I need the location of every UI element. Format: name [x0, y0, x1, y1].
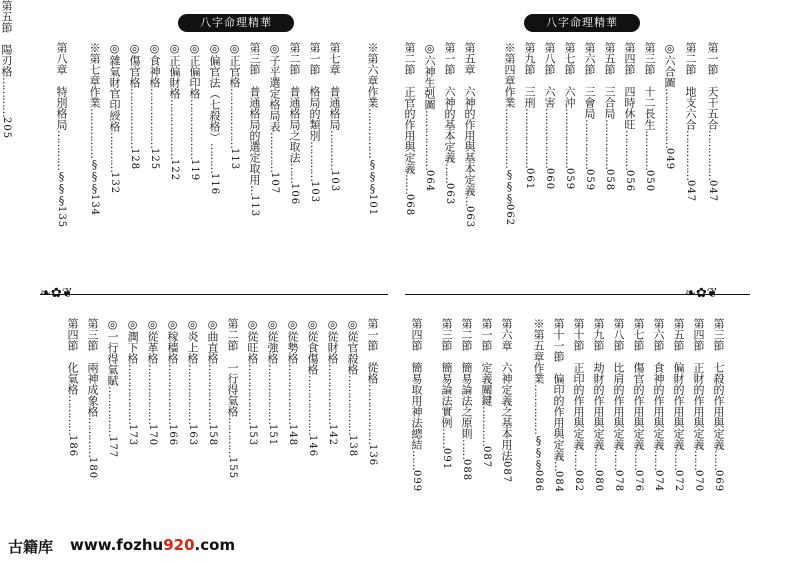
toc-leader-dots: …………	[308, 141, 321, 181]
toc-leader-dots: ………………	[266, 364, 279, 424]
toc-entry-title: ◎曲直格	[206, 318, 219, 364]
toc-entry	[88, 42, 101, 216]
toc-entry	[712, 318, 725, 492]
toc-entry-title: 第十節 正印的作用與定義	[572, 318, 585, 450]
toc-leader-dots: ……	[440, 428, 453, 448]
toc-entry	[463, 42, 476, 228]
toc-entry-title: 第五節 偏財的作用與定義	[672, 318, 685, 450]
toc-entry-title: ◎從革格	[146, 318, 159, 364]
toc-entry-title: 第五節 陽刃格	[0, 0, 13, 77]
toc-entry-title: 第八章 特別格局	[55, 42, 68, 130]
toc-entry	[684, 42, 697, 202]
watermark-footer	[0, 532, 793, 561]
toc-entry	[366, 42, 379, 216]
toc-page-number: 101	[367, 194, 378, 217]
toc-leader-dots: ………………	[126, 364, 139, 424]
toc-leader-dots: ………………	[543, 108, 556, 168]
toc-entry	[328, 42, 341, 192]
toc-entry	[652, 318, 665, 492]
toc-entry-title: 第二節 正官的作用與定義	[403, 42, 416, 174]
toc-entry-title: 第四節 正財的作用與定義	[692, 318, 705, 450]
toc-entry-title: 第二節 普通格局之取法	[288, 42, 301, 163]
publisher-logo: 八字命理精華	[178, 14, 294, 32]
toc-entry-title: 第一節 格局的類別	[308, 42, 321, 141]
toc-entry	[440, 318, 453, 470]
toc-entry-title: 第一節 六神的基本定義	[443, 42, 456, 163]
toc-entry	[128, 42, 141, 170]
toc-entry	[226, 318, 239, 479]
toc-page-number: 080	[593, 470, 604, 493]
toc-leader-dots: ………………	[146, 364, 159, 424]
toc-entry	[632, 318, 645, 492]
toc-entry	[306, 318, 319, 457]
toc-entry-title: 第一節 定義關鍵	[480, 318, 493, 406]
toc-page-number: 158	[207, 424, 218, 447]
toc-entry	[146, 318, 159, 446]
toc-entry-title: ◎食神格	[148, 42, 161, 88]
toc-leader-dots: ………………	[246, 364, 259, 424]
toc-page-number: 082	[573, 470, 584, 493]
toc-entry-title: 第八節 比肩的作用與定義	[612, 318, 625, 450]
toc-entry	[403, 42, 416, 216]
toc-page-number: 103	[309, 181, 320, 204]
toc-leader-dots: ………………	[306, 375, 319, 435]
toc-entry	[410, 318, 423, 492]
toc-entry	[126, 318, 139, 446]
toc-entry-title: 第一節 從格	[366, 318, 379, 384]
toc-entry-title: ◎從官殺格	[346, 318, 359, 375]
toc-entry-title: ◎炎上格	[186, 318, 199, 364]
toc-leader-dots: ……	[288, 163, 301, 183]
toc-page-number: 138	[347, 435, 358, 458]
toc-leader-dots: ……	[460, 439, 473, 459]
toc-leader-dots: ……………	[706, 130, 719, 180]
toc-leader-dots: …………§§§	[55, 130, 68, 206]
toc-entry	[480, 318, 493, 468]
toc-entry	[148, 42, 161, 170]
toc-page-number: 170	[147, 424, 158, 447]
toc-leader-dots: ………………	[346, 375, 359, 435]
toc-entry	[228, 42, 241, 170]
toc-entry-title: 第四節 四時休旺	[623, 42, 636, 130]
toc-leader-dots: ……………	[603, 119, 616, 169]
toc-entry	[500, 318, 513, 483]
toc-leader-dots: …………	[328, 130, 341, 170]
toc-leader-dots: ………………	[286, 364, 299, 424]
toc-page-number: 122	[169, 159, 180, 182]
toc-page-number: 063	[464, 206, 475, 229]
toc-leader-dots: ……	[403, 174, 416, 194]
toc-page-number: 064	[424, 170, 435, 193]
toc-entry-title: 第七節 六沖	[563, 42, 576, 108]
toc-page-number: 061	[524, 168, 535, 191]
toc-leader-dots: ………………	[166, 364, 179, 424]
toc-page-number: 072	[673, 470, 684, 493]
toc-leader-dots: …………	[268, 132, 281, 172]
toc-entry-title: ◎稼穡格	[166, 318, 179, 364]
toc-page-number: 103	[329, 170, 340, 193]
toc-page-number: 069	[713, 470, 724, 493]
toc-leader-dots: …………	[480, 406, 493, 446]
toc-page-number: 087	[501, 461, 512, 484]
toc-entry-title: ◎從旺格	[246, 318, 259, 364]
toc-entry	[326, 318, 339, 446]
toc-page-number: 142	[327, 424, 338, 447]
toc-entry	[266, 318, 279, 446]
site-url-prefix: www.fozhu	[70, 536, 164, 554]
toc-page-number: 177	[107, 436, 118, 459]
toc-entry-title: ◎子平選定格局表	[268, 42, 281, 132]
toc-entry-title: 第九節 劫財的作用與定義	[592, 318, 605, 450]
toc-entry	[603, 42, 616, 191]
toc-page-number: 106	[289, 183, 300, 206]
toc-entry-title: 第六章 六神定義之基本用法	[500, 318, 513, 461]
toc-entry	[423, 42, 436, 192]
toc-entry	[106, 318, 119, 458]
toc-entry	[663, 42, 676, 170]
toc-page-number: 155	[227, 457, 238, 480]
toc-entry-title: 第一節 天干五合	[706, 42, 719, 130]
toc-page-number: 151	[267, 424, 278, 447]
toc-entry	[532, 318, 545, 492]
toc-leader-dots: ………………	[663, 88, 676, 148]
publisher-logo: 八字命理精華	[524, 14, 640, 32]
toc-entry	[186, 318, 199, 446]
toc-entry-title: 第二節 地支六合	[684, 42, 697, 130]
toc-entry-title: ◎正偏印格	[188, 42, 201, 99]
toc-entry-title: 第三節 普通格局的選定取用	[248, 42, 261, 185]
toc-page-number: 186	[67, 435, 78, 458]
toc-page-number: 088	[461, 459, 472, 482]
toc-leader-dots: …	[248, 185, 261, 195]
toc-leader-dots: …………	[643, 130, 656, 170]
site-url	[70, 536, 235, 554]
toc-entry-title: 第十一節 偏印的作用與定義	[552, 318, 565, 461]
toc-entry	[86, 318, 99, 479]
toc-leader-dots: ……	[672, 450, 685, 470]
toc-page-number: 056	[624, 170, 635, 193]
toc-page-number: 180	[87, 457, 98, 480]
toc-page-number: 060	[544, 168, 555, 191]
toc-page-number: 113	[249, 195, 260, 218]
toc-entry	[66, 318, 79, 457]
toc-leader-dots: ……	[443, 163, 456, 183]
toc-entry	[583, 42, 596, 191]
toc-page-number: 047	[685, 180, 696, 203]
toc-page-number: 116	[209, 173, 220, 196]
toc-leader-dots: ………………	[326, 364, 339, 424]
toc-entry	[55, 42, 68, 228]
toc-leader-dots: ………………	[168, 99, 181, 159]
toc-entry	[168, 42, 181, 181]
toc-entry	[188, 42, 201, 181]
toc-leader-dots: ……………	[684, 130, 697, 180]
toc-entry-title: ◎偏官法（七殺格）	[208, 42, 221, 143]
toc-entry-title: 第九節 三刑	[523, 42, 536, 108]
toc-entry	[108, 42, 121, 194]
toc-entry	[288, 42, 301, 205]
toc-page-number: 091	[441, 448, 452, 471]
toc-page-number: 166	[167, 424, 178, 447]
toc-page-number: 135	[56, 206, 67, 229]
toc-page-number: 049	[664, 148, 675, 171]
toc-entry	[308, 42, 321, 203]
site-url-suffix: .com	[194, 536, 236, 554]
toc-leader-dots: ………………	[206, 364, 219, 424]
toc-entry-title: ◎正偏財格	[168, 42, 181, 99]
toc-leader-dots: …	[552, 461, 565, 471]
toc-page-number: 134	[89, 194, 100, 217]
toc-entry	[552, 318, 565, 493]
toc-entry-title: 第三節 簡易論法實例	[440, 318, 453, 428]
toc-leader-dots: ………………	[423, 110, 436, 170]
toc-page-number: 107	[269, 172, 280, 195]
toc-entry	[692, 318, 705, 492]
toc-entry-title: ◎六合圖	[663, 42, 676, 88]
toc-page-number: 136	[367, 444, 378, 467]
toc-entry-title: 第五節 三合局	[603, 42, 616, 119]
toc-page-number: 086	[533, 470, 544, 493]
toc-page-number: 099	[411, 470, 422, 493]
toc-entry-title: ◎正官格	[228, 42, 241, 88]
toc-page-number: 068	[404, 194, 415, 217]
toc-leader-dots: ……………§§§	[88, 108, 101, 194]
toc-entry	[0, 0, 13, 139]
toc-page-number: 062	[504, 204, 515, 227]
toc-leader-dots: ……	[592, 450, 605, 470]
toc-leader-dots: …………	[623, 130, 636, 170]
toc-entry-title: ◎傷官格	[128, 42, 141, 88]
toc-leader-dots: ………………	[128, 88, 141, 148]
toc-page-number: 050	[644, 170, 655, 193]
toc-page-number: 125	[149, 148, 160, 171]
toc-page-number: 074	[653, 470, 664, 493]
toc-entry	[503, 42, 516, 226]
toc-entry-title: 第七節 傷官的作用與定義	[632, 318, 645, 450]
toc-entry-title: 第三節 十二長生	[643, 42, 656, 130]
toc-page-number: 163	[187, 424, 198, 447]
toc-leader-dots: …………	[86, 417, 99, 457]
toc-page-number: 148	[287, 424, 298, 447]
toc-entry	[523, 42, 536, 190]
toc-entry	[208, 42, 221, 195]
ornament-icon: ❧✿❦	[40, 286, 73, 301]
toc-page-number: 047	[707, 180, 718, 203]
divider-rule	[40, 294, 388, 295]
toc-entry-title: 第四節 簡易取用神法總結	[410, 318, 423, 450]
toc-leader-dots: ……	[652, 450, 665, 470]
toc-entry-title: 第三節 七殺的作用與定義	[712, 318, 725, 450]
toc-entry-title: ◎潤下格	[126, 318, 139, 364]
toc-entry	[166, 318, 179, 446]
toc-leader-dots: …………	[66, 395, 79, 435]
toc-page-number: 132	[109, 172, 120, 195]
toc-entry	[366, 318, 379, 466]
toc-page-number: 146	[307, 435, 318, 458]
toc-entry	[286, 318, 299, 446]
toc-leader-dots: ………………	[148, 88, 161, 148]
site-url-number: 920	[163, 536, 195, 554]
toc-entry-title: ◎一行得氣賦	[106, 318, 119, 386]
toc-leader-dots: ……	[410, 450, 423, 470]
toc-entry-title: 第八節 六害	[543, 42, 556, 108]
toc-entry	[543, 42, 556, 190]
toc-leader-dots: ……………	[106, 386, 119, 436]
toc-page-number: 070	[693, 470, 704, 493]
toc-page-number: 084	[553, 471, 564, 494]
toc-entry-title: 第六節 三會局	[583, 42, 596, 119]
toc-entry	[706, 42, 719, 202]
toc-page-number: 153	[247, 424, 258, 447]
toc-leader-dots: ……………§§§	[532, 384, 545, 470]
toc-page-number: 059	[564, 168, 575, 191]
toc-entry-title: 第二節 一行得氣格	[226, 318, 239, 417]
toc-leader-dots: …………	[226, 417, 239, 457]
toc-leader-dots: ……	[632, 450, 645, 470]
toc-leader-dots: ………………	[563, 108, 576, 168]
toc-page-number: 058	[604, 169, 615, 192]
toc-entry	[612, 318, 625, 492]
toc-entry-title: ※第六章作業	[366, 42, 379, 108]
toc-page-number: 059	[584, 169, 595, 192]
ornament-icon: ❧✿❦	[685, 286, 718, 301]
toc-leader-dots: ………………	[188, 99, 201, 159]
toc-entry	[443, 42, 456, 205]
toc-leader-dots: ………………	[228, 88, 241, 148]
toc-leader-dots: ………………§§§	[503, 108, 516, 204]
toc-leader-dots: …	[463, 196, 476, 206]
toc-page-number: 205	[1, 117, 12, 140]
toc-leader-dots: ……………	[583, 119, 596, 169]
toc-page-number: 113	[229, 148, 240, 171]
toc-leader-dots: ……………§§§	[366, 108, 379, 194]
toc-entry-title: 第三節 兩神成象格	[86, 318, 99, 417]
toc-entry-title: ◎從食傷格	[306, 318, 319, 375]
toc-entry	[592, 318, 605, 492]
toc-leader-dots: …………	[108, 132, 121, 172]
toc-entry-title: ◎從強格	[266, 318, 279, 364]
toc-leader-dots: ……	[612, 450, 625, 470]
toc-entry	[268, 42, 281, 194]
toc-leader-dots: ………………	[523, 108, 536, 168]
toc-leader-dots: …………	[0, 77, 13, 117]
toc-entry-title: 第七章 普通格局	[328, 42, 341, 130]
toc-entry-title: ◎從財格	[326, 318, 339, 364]
toc-page-number: 087	[481, 446, 492, 469]
toc-page-number: 078	[613, 470, 624, 493]
toc-entry-title: ※第七章作業	[88, 42, 101, 108]
toc-page-number: 076	[633, 470, 644, 493]
toc-leader-dots: ……	[572, 450, 585, 470]
toc-entry-title: ◎六神生剋圖	[423, 42, 436, 110]
toc-entry-title: ※第四章作業	[503, 42, 516, 108]
toc-entry-title: 第六節 食神的作用與定義	[652, 318, 665, 450]
toc-leader-dots: ……	[712, 450, 725, 470]
toc-entry-title: 第五章 六神的作用與基本定義	[463, 42, 476, 196]
toc-entry-title: ※第五章作業	[532, 318, 545, 384]
toc-leader-dots: ………………	[366, 384, 379, 444]
toc-page-number: 128	[129, 148, 140, 171]
toc-page-number: 119	[189, 159, 200, 182]
toc-leader-dots: ………	[208, 143, 221, 173]
toc-entry	[206, 318, 219, 446]
toc-entry	[672, 318, 685, 492]
toc-entry	[563, 42, 576, 190]
toc-entry	[346, 318, 359, 457]
toc-entry	[572, 318, 585, 492]
toc-entry	[246, 318, 259, 446]
toc-entry-title: 第四節 化氣格	[66, 318, 79, 395]
toc-entry	[643, 42, 656, 192]
toc-entry	[460, 318, 473, 481]
toc-entry-title: ◎雜氣財官印綬格	[108, 42, 121, 132]
toc-leader-dots: ………………	[186, 364, 199, 424]
toc-page-number: 173	[127, 424, 138, 447]
toc-entry-title: ◎從勢格	[286, 318, 299, 364]
toc-entry	[248, 42, 261, 217]
toc-page-number: 063	[444, 183, 455, 206]
toc-entry	[623, 42, 636, 192]
toc-entry-title: 第二節 簡易論法之原則	[460, 318, 473, 439]
site-name: 古籍库	[8, 538, 54, 556]
toc-leader-dots: ……	[692, 450, 705, 470]
